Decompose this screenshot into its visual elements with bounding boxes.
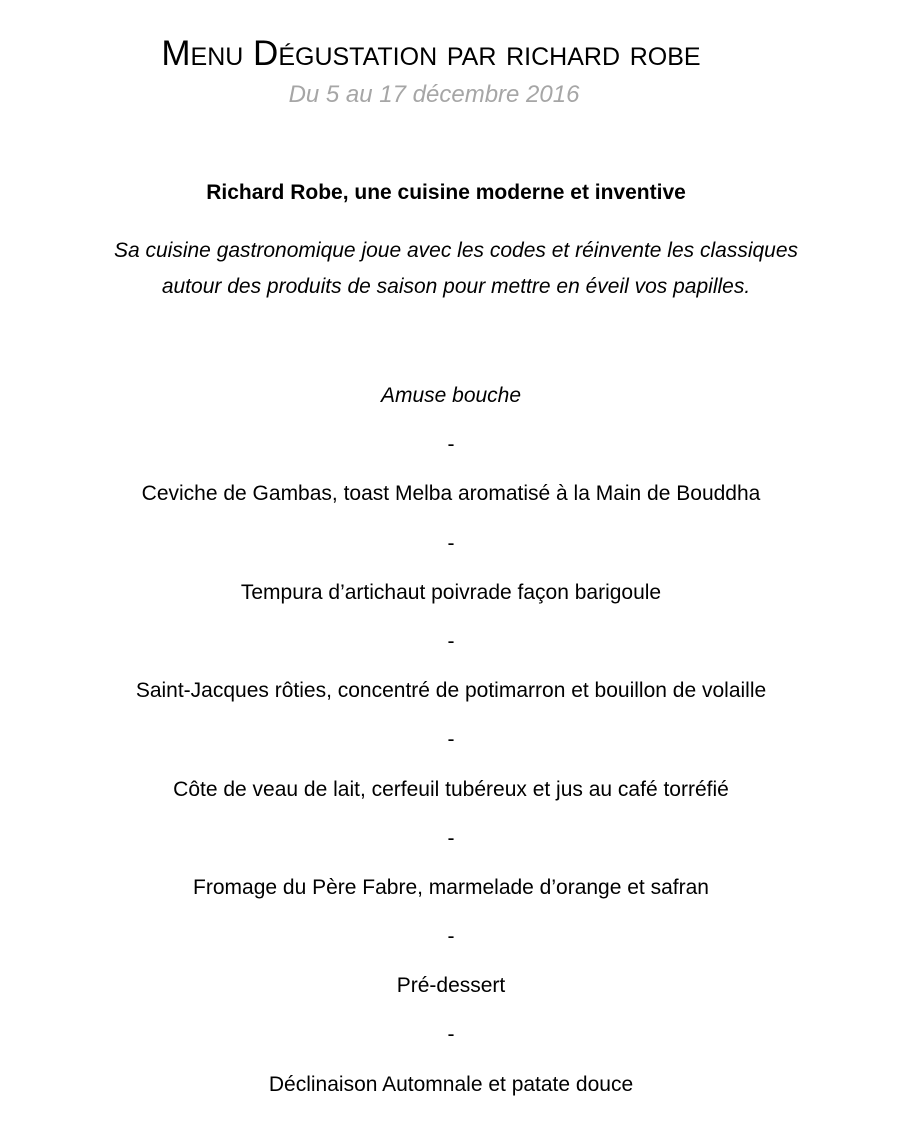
course-tempura: Tempura d’artichaut poivrade façon barigoule bbox=[240, 580, 662, 604]
chef-description bbox=[0, 233, 912, 305]
course-separator: - bbox=[447, 925, 455, 949]
course-cote-de-veau: Côte de veau de lait, cerfeuil tubéreux et jus au café torréfié bbox=[173, 777, 729, 801]
course-separator: - bbox=[447, 1023, 455, 1047]
course-saint-jacques: Saint-Jacques rôties, concentré de potimarron et bouillon de volaille bbox=[135, 679, 767, 703]
page-title: Menu Dégustation par richard robe bbox=[161, 34, 701, 73]
course-ceviche: Ceviche de Gambas, toast Melba aromatisé à la Main de Bouddha bbox=[141, 482, 761, 506]
course-separator: - bbox=[447, 531, 455, 555]
course-separator: - bbox=[447, 629, 455, 653]
chef-heading: Richard Robe, une cuisine moderne et inventive bbox=[206, 181, 686, 204]
course-fromage: Fromage du Père Fabre, marmelade d’orange et safran bbox=[193, 875, 709, 899]
event-dates: Du 5 au 17 décembre 2016 bbox=[288, 81, 580, 108]
course-separator: - bbox=[447, 728, 455, 752]
course-separator: - bbox=[447, 433, 455, 457]
course-dessert: Déclinaison Automnale et patate douce bbox=[268, 1072, 634, 1096]
course-amuse-bouche: Amuse bouche bbox=[380, 384, 522, 407]
course-list bbox=[0, 381, 902, 1119]
course-separator: - bbox=[447, 826, 455, 850]
chef-description-line-2: autour des produits de saison pour mettre en éveil vos papilles. bbox=[161, 275, 751, 298]
chef-description-line-1: Sa cuisine gastronomique joue avec les codes et réinvente les classiques bbox=[113, 239, 799, 262]
course-pre-dessert: Pré-dessert bbox=[396, 974, 506, 998]
